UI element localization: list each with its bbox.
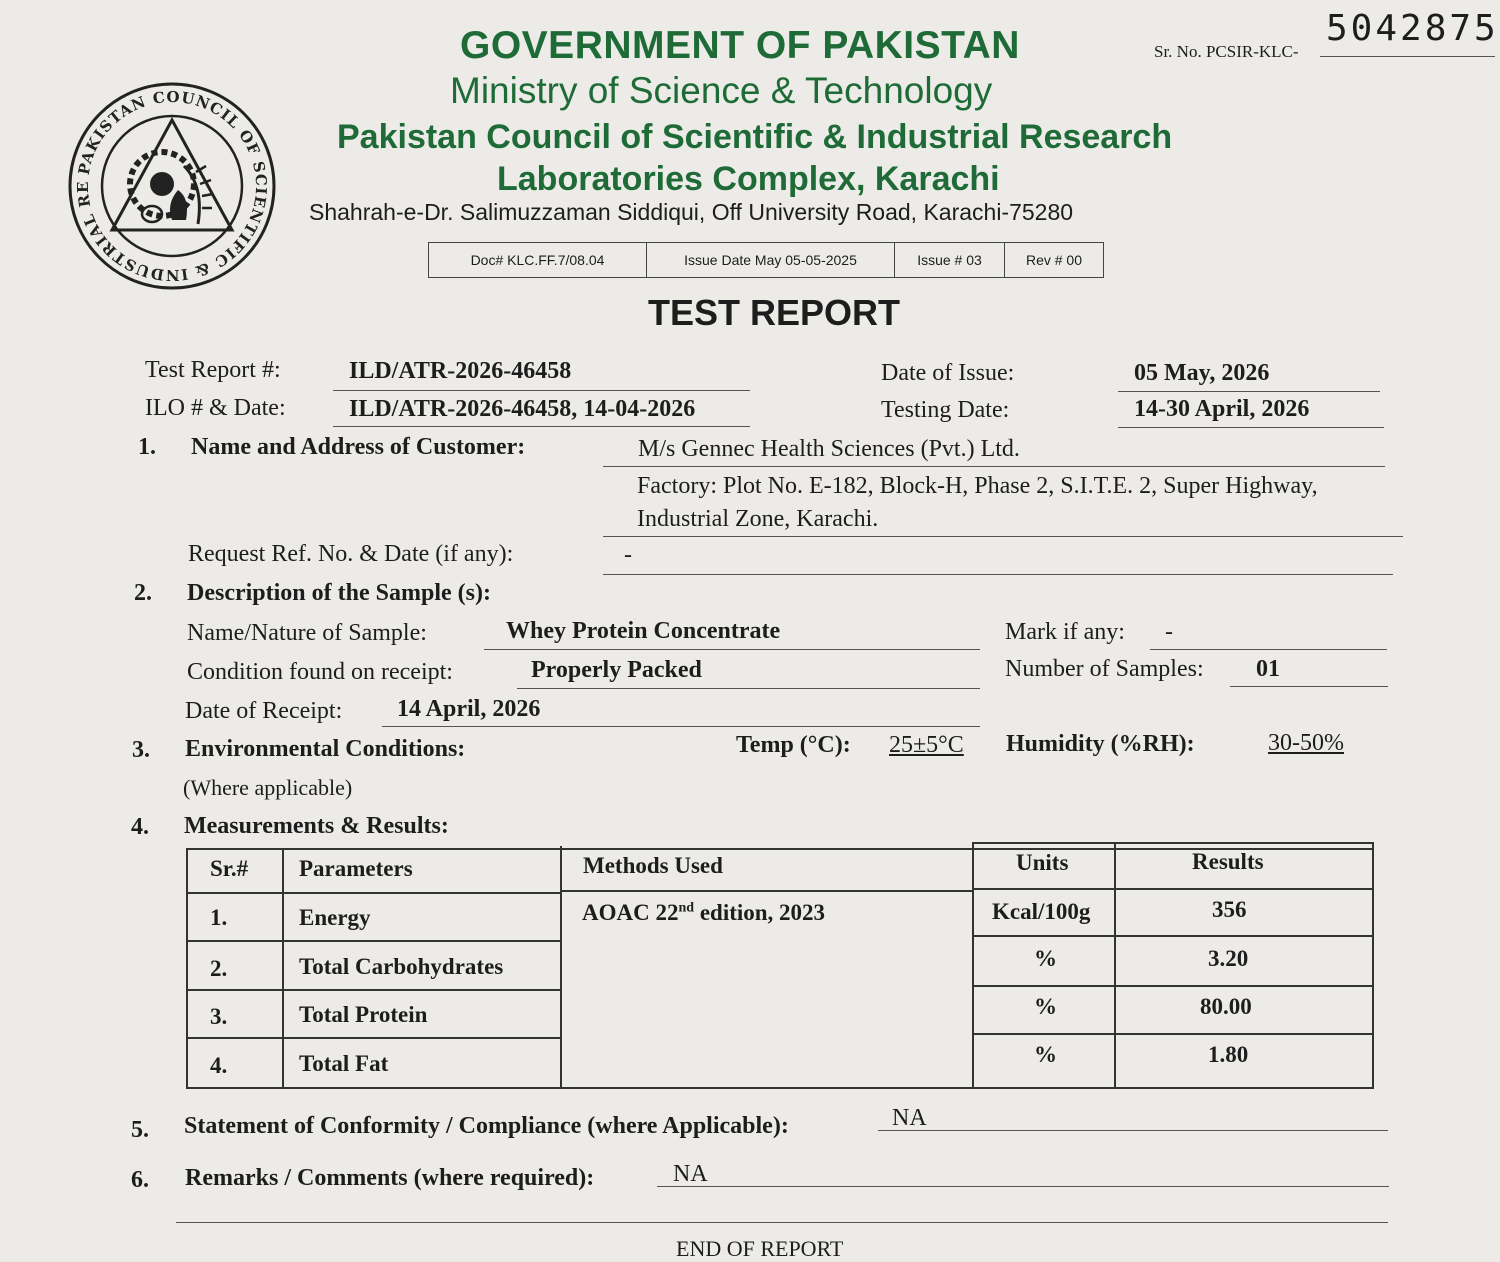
condition-label: Condition found on receipt: xyxy=(187,659,453,685)
testing-date-label: Testing Date: xyxy=(881,397,1010,423)
table-row-divider xyxy=(186,1037,561,1039)
date-of-issue-underline xyxy=(1118,391,1380,392)
ilo-value: ILD/ATR-2026-46458, 14-04-2026 xyxy=(349,396,696,422)
header-methods: Methods Used xyxy=(583,853,723,878)
serial-number: 5042875 xyxy=(1326,8,1499,49)
row-4-parameter: Total Fat xyxy=(299,1051,389,1076)
table-row-divider xyxy=(186,940,561,942)
section-1-number: 1. xyxy=(138,434,156,460)
row-3-parameter: Total Protein xyxy=(299,1002,428,1027)
section-6-number: 6. xyxy=(131,1167,149,1193)
results-table xyxy=(186,842,1374,1088)
government-title: GOVERNMENT OF PAKISTAN xyxy=(460,24,1020,67)
request-ref-value: - xyxy=(624,542,632,568)
table-row-divider xyxy=(186,892,561,894)
ilo-label: ILO # & Date: xyxy=(145,395,286,421)
customer-name: M/s Gennec Health Sciences (Pvt.) Ltd. xyxy=(638,436,1020,462)
table-header-top xyxy=(972,842,1374,844)
section-5-number: 5. xyxy=(131,1117,149,1143)
footer-rule xyxy=(176,1222,1388,1223)
temp-value: 25±5°C xyxy=(889,732,964,758)
complex-title: Laboratories Complex, Karachi xyxy=(497,160,1000,198)
table-border-bottom xyxy=(186,1087,1374,1089)
condition-value: Properly Packed xyxy=(531,657,702,683)
test-report-value: ILD/ATR-2026-46458 xyxy=(349,358,572,384)
customer-address-line1: Factory: Plot No. E-182, Block-H, Phase 2, S.I.T.E. 2, Super Highway, xyxy=(637,473,1318,499)
receipt-date-underline xyxy=(382,726,980,727)
council-title: Pakistan Council of Scientific & Industrial Research xyxy=(337,118,1173,156)
header-sr: Sr.# xyxy=(210,856,249,881)
row-4-result: 1.80 xyxy=(1208,1042,1249,1067)
testing-date-value: 14-30 April, 2026 xyxy=(1134,396,1310,422)
seal-text: PAKISTAN COUNCIL OF SCIENTIFIC & INDUSTRIAL RE xyxy=(73,87,271,285)
request-ref-label: Request Ref. No. & Date (if any): xyxy=(188,541,514,567)
document-info-box xyxy=(428,242,1104,278)
table-col-divider xyxy=(1114,842,1116,1088)
receipt-date-label: Date of Receipt: xyxy=(185,698,343,724)
table-row-divider xyxy=(186,989,561,991)
section-6-underline xyxy=(657,1186,1389,1187)
customer-address-underline xyxy=(603,536,1403,537)
table-row-divider xyxy=(972,1033,1374,1035)
row-2-result: 3.20 xyxy=(1208,946,1249,971)
section-1-label: Name and Address of Customer: xyxy=(191,434,526,460)
method-prefix: AOAC 22 xyxy=(582,900,679,925)
end-of-report: END OF REPORT xyxy=(676,1236,844,1261)
header-units: Units xyxy=(1016,850,1069,875)
row-2-sr: 2. xyxy=(210,956,228,981)
sample-name-label: Name/Nature of Sample: xyxy=(187,620,427,646)
section-5-underline xyxy=(878,1130,1388,1131)
method-superscript: nd xyxy=(678,900,695,916)
doc-number: Doc# KLC.FF.7/08.04 xyxy=(429,243,647,277)
section-6-label: Remarks / Comments (where required): xyxy=(185,1165,595,1191)
condition-underline xyxy=(517,688,980,689)
customer-address-line2: Industrial Zone, Karachi. xyxy=(637,506,879,532)
table-row-divider xyxy=(972,888,1374,890)
request-ref-underline xyxy=(603,574,1393,575)
date-of-issue-label: Date of Issue: xyxy=(881,360,1015,386)
table-row-divider xyxy=(560,890,973,892)
samples-count-value: 01 xyxy=(1256,656,1280,682)
header-results: Results xyxy=(1192,849,1264,874)
section-3-number: 3. xyxy=(132,737,150,763)
row-2-units: % xyxy=(1034,946,1057,971)
table-col-divider xyxy=(282,848,284,1088)
table-border-left xyxy=(186,848,188,1088)
section-4-label: Measurements & Results: xyxy=(184,813,449,839)
samples-count-label: Number of Samples: xyxy=(1005,656,1204,682)
test-report-underline xyxy=(333,390,750,391)
test-report-label: Test Report #: xyxy=(145,357,281,383)
mark-underline xyxy=(1150,649,1387,650)
revision-number: Rev # 00 xyxy=(1025,252,1083,268)
ministry-title: Ministry of Science & Technology xyxy=(450,70,993,111)
humidity-value: 30-50% xyxy=(1268,730,1344,756)
row-3-units: % xyxy=(1034,994,1057,1019)
header-parameters: Parameters xyxy=(299,856,413,881)
section-3-label: Environmental Conditions: xyxy=(185,736,466,762)
section-3-note: (Where applicable) xyxy=(183,775,353,800)
section-6-value: NA xyxy=(673,1161,708,1187)
method-cell xyxy=(582,900,825,926)
row-4-units: % xyxy=(1034,1042,1057,1067)
page-title: TEST REPORT xyxy=(648,292,901,333)
testing-date-underline xyxy=(1118,427,1384,428)
section-2-label: Description of the Sample (s): xyxy=(187,580,491,606)
row-3-result: 80.00 xyxy=(1200,994,1252,1019)
row-1-units: Kcal/100g xyxy=(992,899,1091,924)
address-line: Shahrah-e-Dr. Salimuzzaman Siddiqui, Off University Road, Karachi-75280 xyxy=(309,199,1074,225)
table-border-right xyxy=(1372,842,1374,1088)
section-2-number: 2. xyxy=(134,580,152,606)
section-4-number: 4. xyxy=(131,814,149,840)
issue-date: Issue Date May 05-05-2025 xyxy=(647,243,895,277)
row-2-parameter: Total Carbohydrates xyxy=(299,954,504,979)
row-1-parameter: Energy xyxy=(299,905,371,930)
serial-label: Sr. No. PCSIR-KLC- xyxy=(1154,42,1299,61)
serial-underline xyxy=(1320,56,1495,57)
row-1-sr: 1. xyxy=(210,905,228,930)
customer-underline xyxy=(603,466,1385,467)
mark-label: Mark if any: xyxy=(1005,619,1125,645)
sample-name-underline xyxy=(484,649,980,650)
sample-name-value: Whey Protein Concentrate xyxy=(506,618,781,644)
section-5-label: Statement of Conformity / Compliance (where Applicable): xyxy=(184,1113,789,1139)
pcsir-seal-logo xyxy=(66,80,278,292)
row-4-sr: 4. xyxy=(210,1053,228,1078)
date-of-issue-value: 05 May, 2026 xyxy=(1134,360,1270,386)
table-row-divider xyxy=(972,935,1374,937)
table-col-divider xyxy=(560,846,562,1088)
section-5-value: NA xyxy=(892,1105,927,1131)
samples-count-underline xyxy=(1230,686,1388,687)
row-1-result: 356 xyxy=(1212,897,1247,922)
receipt-date-value: 14 April, 2026 xyxy=(397,696,541,722)
temp-label: Temp (°C): xyxy=(736,732,851,758)
method-suffix: edition, 2023 xyxy=(694,900,826,925)
ilo-underline xyxy=(333,426,750,427)
humidity-label: Humidity (%RH): xyxy=(1006,731,1195,757)
issue-number: Issue # 03 xyxy=(895,243,1005,277)
row-3-sr: 3. xyxy=(210,1004,228,1029)
table-col-divider xyxy=(972,844,974,1088)
mark-value: - xyxy=(1165,619,1173,645)
table-row-divider xyxy=(972,985,1374,987)
